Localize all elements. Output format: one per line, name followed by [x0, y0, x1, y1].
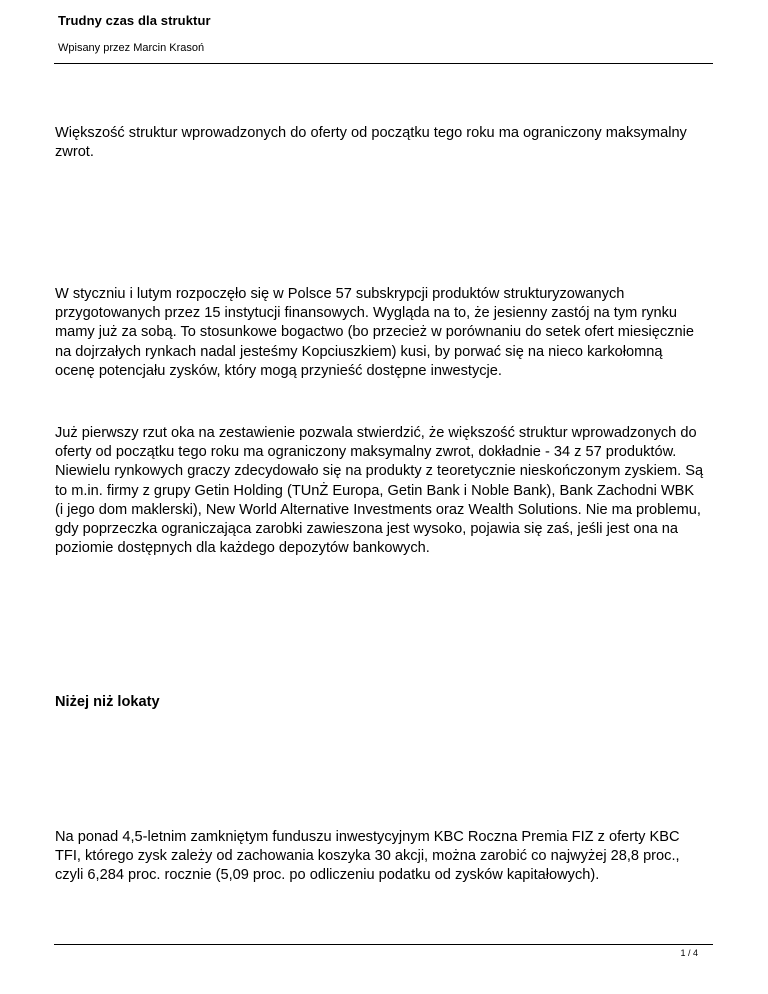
article-paragraph-1: Większość struktur wprowadzonych do oferty od początku tego roku ma ograniczony maksymalny zwrot. — [55, 125, 687, 161]
article-author-line: Wpisany przez Marcin Krasoń — [58, 42, 205, 54]
section-heading: Niżej niż lokaty — [55, 694, 160, 710]
header-divider — [54, 63, 713, 64]
article-paragraph-4: Na ponad 4,5-letnim zamkniętym funduszu inwestycyjnym KBC Roczna Premia FIZ z oferty KBC TFI, którego zysk zależy od zachowania koszyka 30 akcji, można zarobić co najwyżej 28,8 proc., czyli 6,284 proc. rocznie (5,09 proc. po odliczeniu podatku od zysków kapitałowych). — [55, 829, 680, 884]
article-header-title: Trudny czas dla struktur — [58, 13, 211, 28]
article-paragraph-3: Już pierwszy rzut oka na zestawienie pozwala stwierdzić, że większość struktur wprowadzonych do oferty od początku tego roku ma ograniczony maksymalny zwrot, dokładnie - 34 z 57 produktów. Niewielu rynkowych graczy zdecydowało się na produkty z teoretycznie nieskończonym zyskiem. Są to m.in. firmy z grupy Getin Holding (TUnŻ Europa, Getin Bank i Noble Bank), Bank Zachodni WBK (i jego dom maklerski), New World Alternative Investments oraz Wealth Solutions. Nie ma problemu, gdy poprzeczka ograniczająca zarobki zawieszona jest wysoko, pojawia się zaś, jeśli jest ona na poziomie dostępnych dla każdego depozytów bankowych. — [55, 425, 704, 557]
footer-divider — [54, 944, 713, 945]
page-number: 1 / 4 — [680, 948, 698, 958]
article-paragraph-2: W styczniu i lutym rozpoczęło się w Polsce 57 subskrypcji produktów strukturyzowanych przygotowanych przez 15 instytucji finansowych. Wygląda na to, że jesienny zastój na tym rynku mamy już za sobą. To stosunkowe bogactwo (bo przecież w porównaniu do setek ofert miesięcznie na dojrzałych rynkach nadal jesteśmy Kopciuszkiem) kusi, by porwać się na nieco karkołomną ocenę potencjału zysków, który mogą przynieść dostępne inwestycje. — [55, 286, 694, 379]
